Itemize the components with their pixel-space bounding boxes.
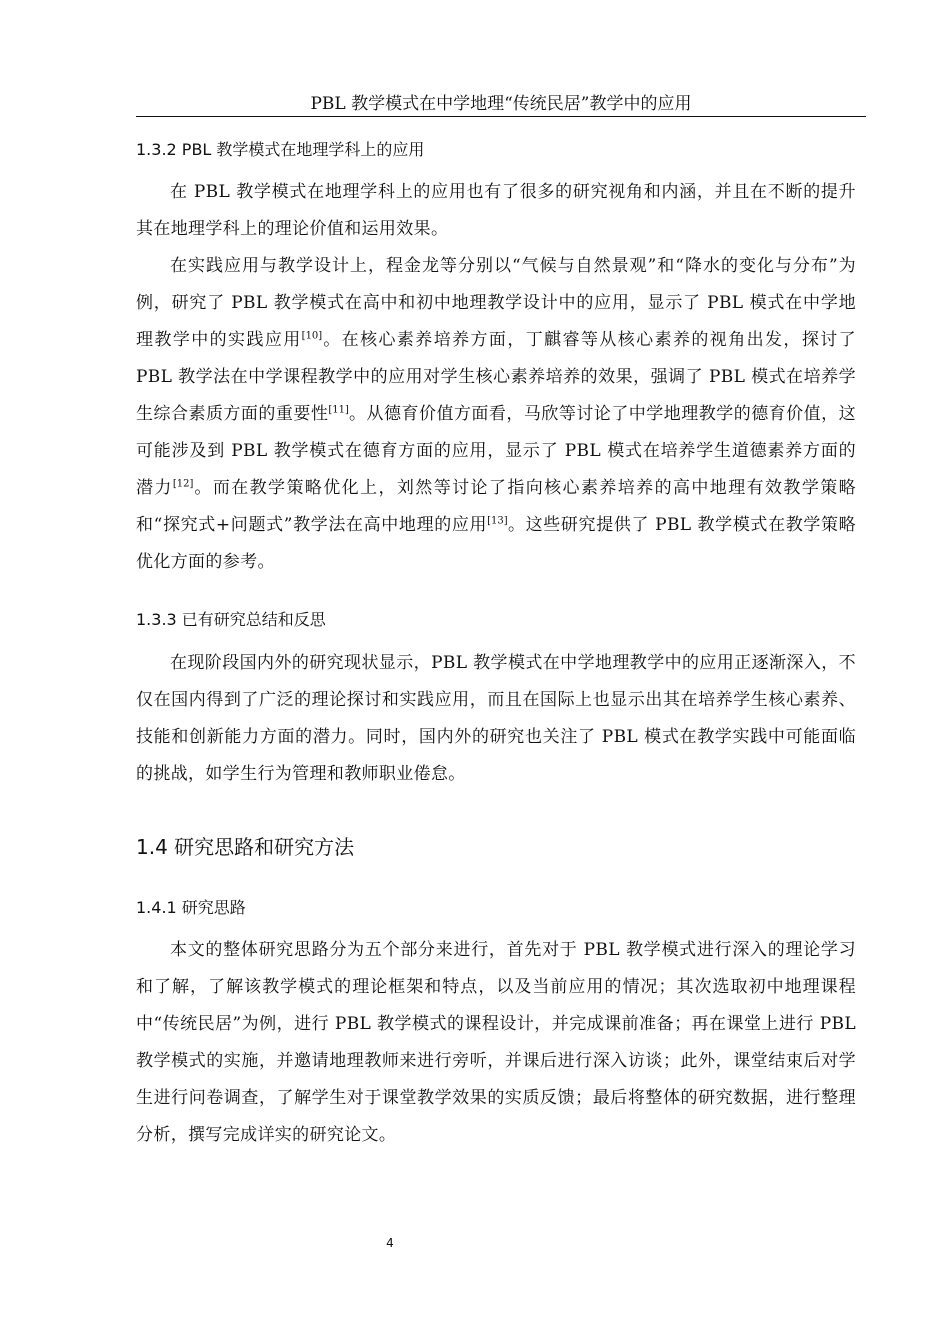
section-1-4-1-paragraph-1: 本文的整体研究思路分为五个部分来进行，首先对于 PBL 教学模式进行深入的理论学习和了解，了解该教学模式的理论框架和特点，以及当前应用的情况；其次选取初中地理课程中“传统民居”为例，进行 PBL 教学模式的课程设计，并完成课前准备；再在课堂上进行 PBL 教学模式的实施，并邀请地理教师来进行旁听，并课后进行深入访谈；此外，课堂结束后对学生进行问卷调查，了解学生对于课堂教学效果的实质反馈；最后将整体的研究数据，进行整理分析，撰写完成详实的研究论文。	[136, 940, 856, 1145]
paragraph-text: 。这些研究提供了 PBL 教学模式在教学策略优化方面的参考。	[136, 515, 856, 572]
section-1-3-2-paragraph-2	[136, 248, 856, 581]
citation-13[interactable]: [13]	[487, 515, 508, 527]
section-1-3-2-paragraph-1: 在 PBL 教学模式在地理学科上的应用也有了很多的研究视角和内涵，并且在不断的提升其在地理学科上的理论价值和运用效果。	[136, 182, 856, 239]
header-divider	[136, 116, 866, 117]
paragraph-text: 。而在教学策略优化上，刘然等讨论了指向核心素养培养的高中地理有效教学策略和“探究式+问题式”教学法在高中地理的应用	[136, 478, 857, 535]
running-header: PBL 教学模式在中学地理“传统民居”教学中的应用	[310, 94, 692, 114]
section-1-3-2-heading: 1.3.2 PBL 教学模式在地理学科上的应用	[136, 140, 425, 159]
section-1-3-3-paragraph-1: 在现阶段国内外的研究现状显示，PBL 教学模式在中学地理教学中的应用正逐渐深入，不仅在国内得到了广泛的理论探讨和实践应用，而且在国际上也显示出其在培养学生核心素养、技能和创新能力方面的潜力。同时，国内外的研究也关注了 PBL 模式在教学实践中可能面临的挑战，如学生行为管理和教师职业倦怠。	[136, 653, 856, 784]
paragraph-text: 。在核心素养培养方面，丁麒睿等从核心素养的视角出发，探讨了 PBL 教学法在中学课程教学中的应用对学生核心素养培养的效果，强调了 PBL 模式在培养学生综合素质方面的重要性	[136, 330, 856, 424]
citation-12[interactable]: [12]	[172, 478, 194, 490]
citation-11[interactable]: [11]	[328, 404, 349, 416]
section-1-3-3-heading: 1.3.3 已有研究总结和反思	[136, 610, 326, 629]
paragraph-text: 。从德育价值方面看，马欣等讨论了中学地理教学的德育价值，这可能涉及到 PBL 教学模式在德育方面的应用，显示了 PBL 模式在培养学生道德素养方面的潜力	[136, 404, 856, 498]
section-1-4-1-heading: 1.4.1 研究思路	[136, 898, 246, 917]
section-1-4-heading: 1.4 研究思路和研究方法	[136, 835, 355, 859]
citation-10[interactable]: [10]	[301, 330, 323, 342]
page-number: 4	[386, 1236, 394, 1250]
paragraph-text: 在实践应用与教学设计上，程金龙等分别以“气候与自然景观”和“降水的变化与分布”为例，研究了 PBL 教学模式在高中和初中地理教学设计中的应用，显示了 PBL 模式在中学地理教学中的实践应用	[136, 256, 856, 350]
